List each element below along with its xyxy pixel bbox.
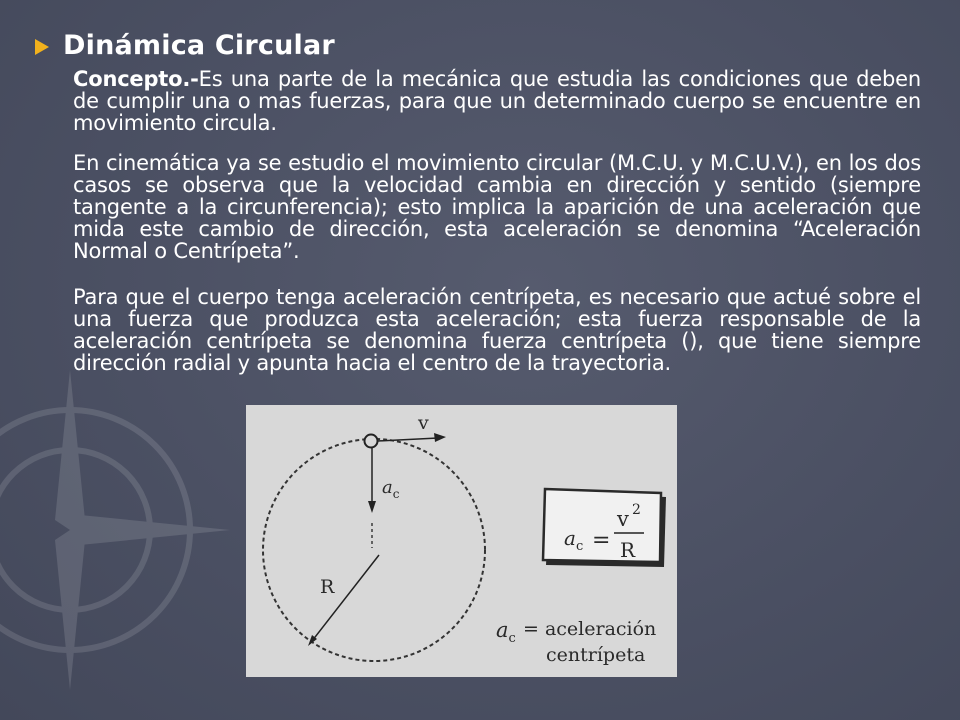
- paragraph-cinematica: En cinemática ya se estudio el movimiento circular (M.C.U. y M.C.U.V.), en los dos casos se observa que la velocidad cambia en dirección y sentido (siempre tangente a la circunferencia); esto implica la aparición de una aceleración que mida este cambio de dirección, esta aceleración se denomina “Aceleración Normal o Centrípeta”.: [73, 151, 921, 263]
- slide-title: Dinámica Circular: [63, 30, 335, 61]
- acceleration-arrowhead-icon: [368, 501, 376, 513]
- legend-subscript: c: [508, 631, 516, 646]
- acceleration-label: [382, 477, 400, 501]
- formula-symbol: a: [564, 526, 576, 550]
- accel-symbol: a: [382, 477, 393, 498]
- formula-exponent: 2: [632, 502, 641, 518]
- compass-watermark-icon: [0, 350, 240, 710]
- title-row: [35, 30, 335, 62]
- concept-lead: Concepto.-: [73, 67, 199, 91]
- formula-denominator: R: [620, 538, 636, 562]
- formula-equals: =: [592, 528, 611, 553]
- legend-line2: centrípeta: [546, 644, 646, 666]
- dashed-trajectory: [263, 439, 485, 661]
- bullet-arrow-icon: [35, 39, 49, 55]
- centripetal-figure: [246, 405, 677, 677]
- paragraph-concept: [73, 68, 921, 134]
- formula-numerator: v: [617, 507, 629, 531]
- velocity-label: v: [418, 412, 429, 434]
- concept-text: Es una parte de la mecánica que estudia las condiciones que deben de cumplir una o mas fuerzas, para que un determinado cuerpo se encuentre en movimiento circula.: [73, 67, 921, 135]
- body-particle: [365, 435, 378, 448]
- radius-label: R: [320, 576, 335, 598]
- formula-subscript: c: [575, 539, 584, 554]
- accel-subscript: c: [392, 487, 400, 501]
- velocity-arrowhead-icon: [434, 433, 446, 442]
- legend-symbol: [496, 618, 516, 646]
- legend-a: a: [496, 618, 509, 642]
- centripetal-diagram: [246, 405, 677, 677]
- radius-line: [312, 555, 379, 641]
- legend-line1: = aceleración: [523, 618, 657, 640]
- paragraph-fuerza-centripeta: Para que el cuerpo tenga aceleración centrípeta, es necesario que actué sobre el una fuerza que produzca esta aceleración; esta fuerza responsable de la aceleración centrípeta se denomina fuerza centrípeta (), que tiene siempre dirección radial y apunta hacia el centro de la trayectoria.: [73, 285, 921, 375]
